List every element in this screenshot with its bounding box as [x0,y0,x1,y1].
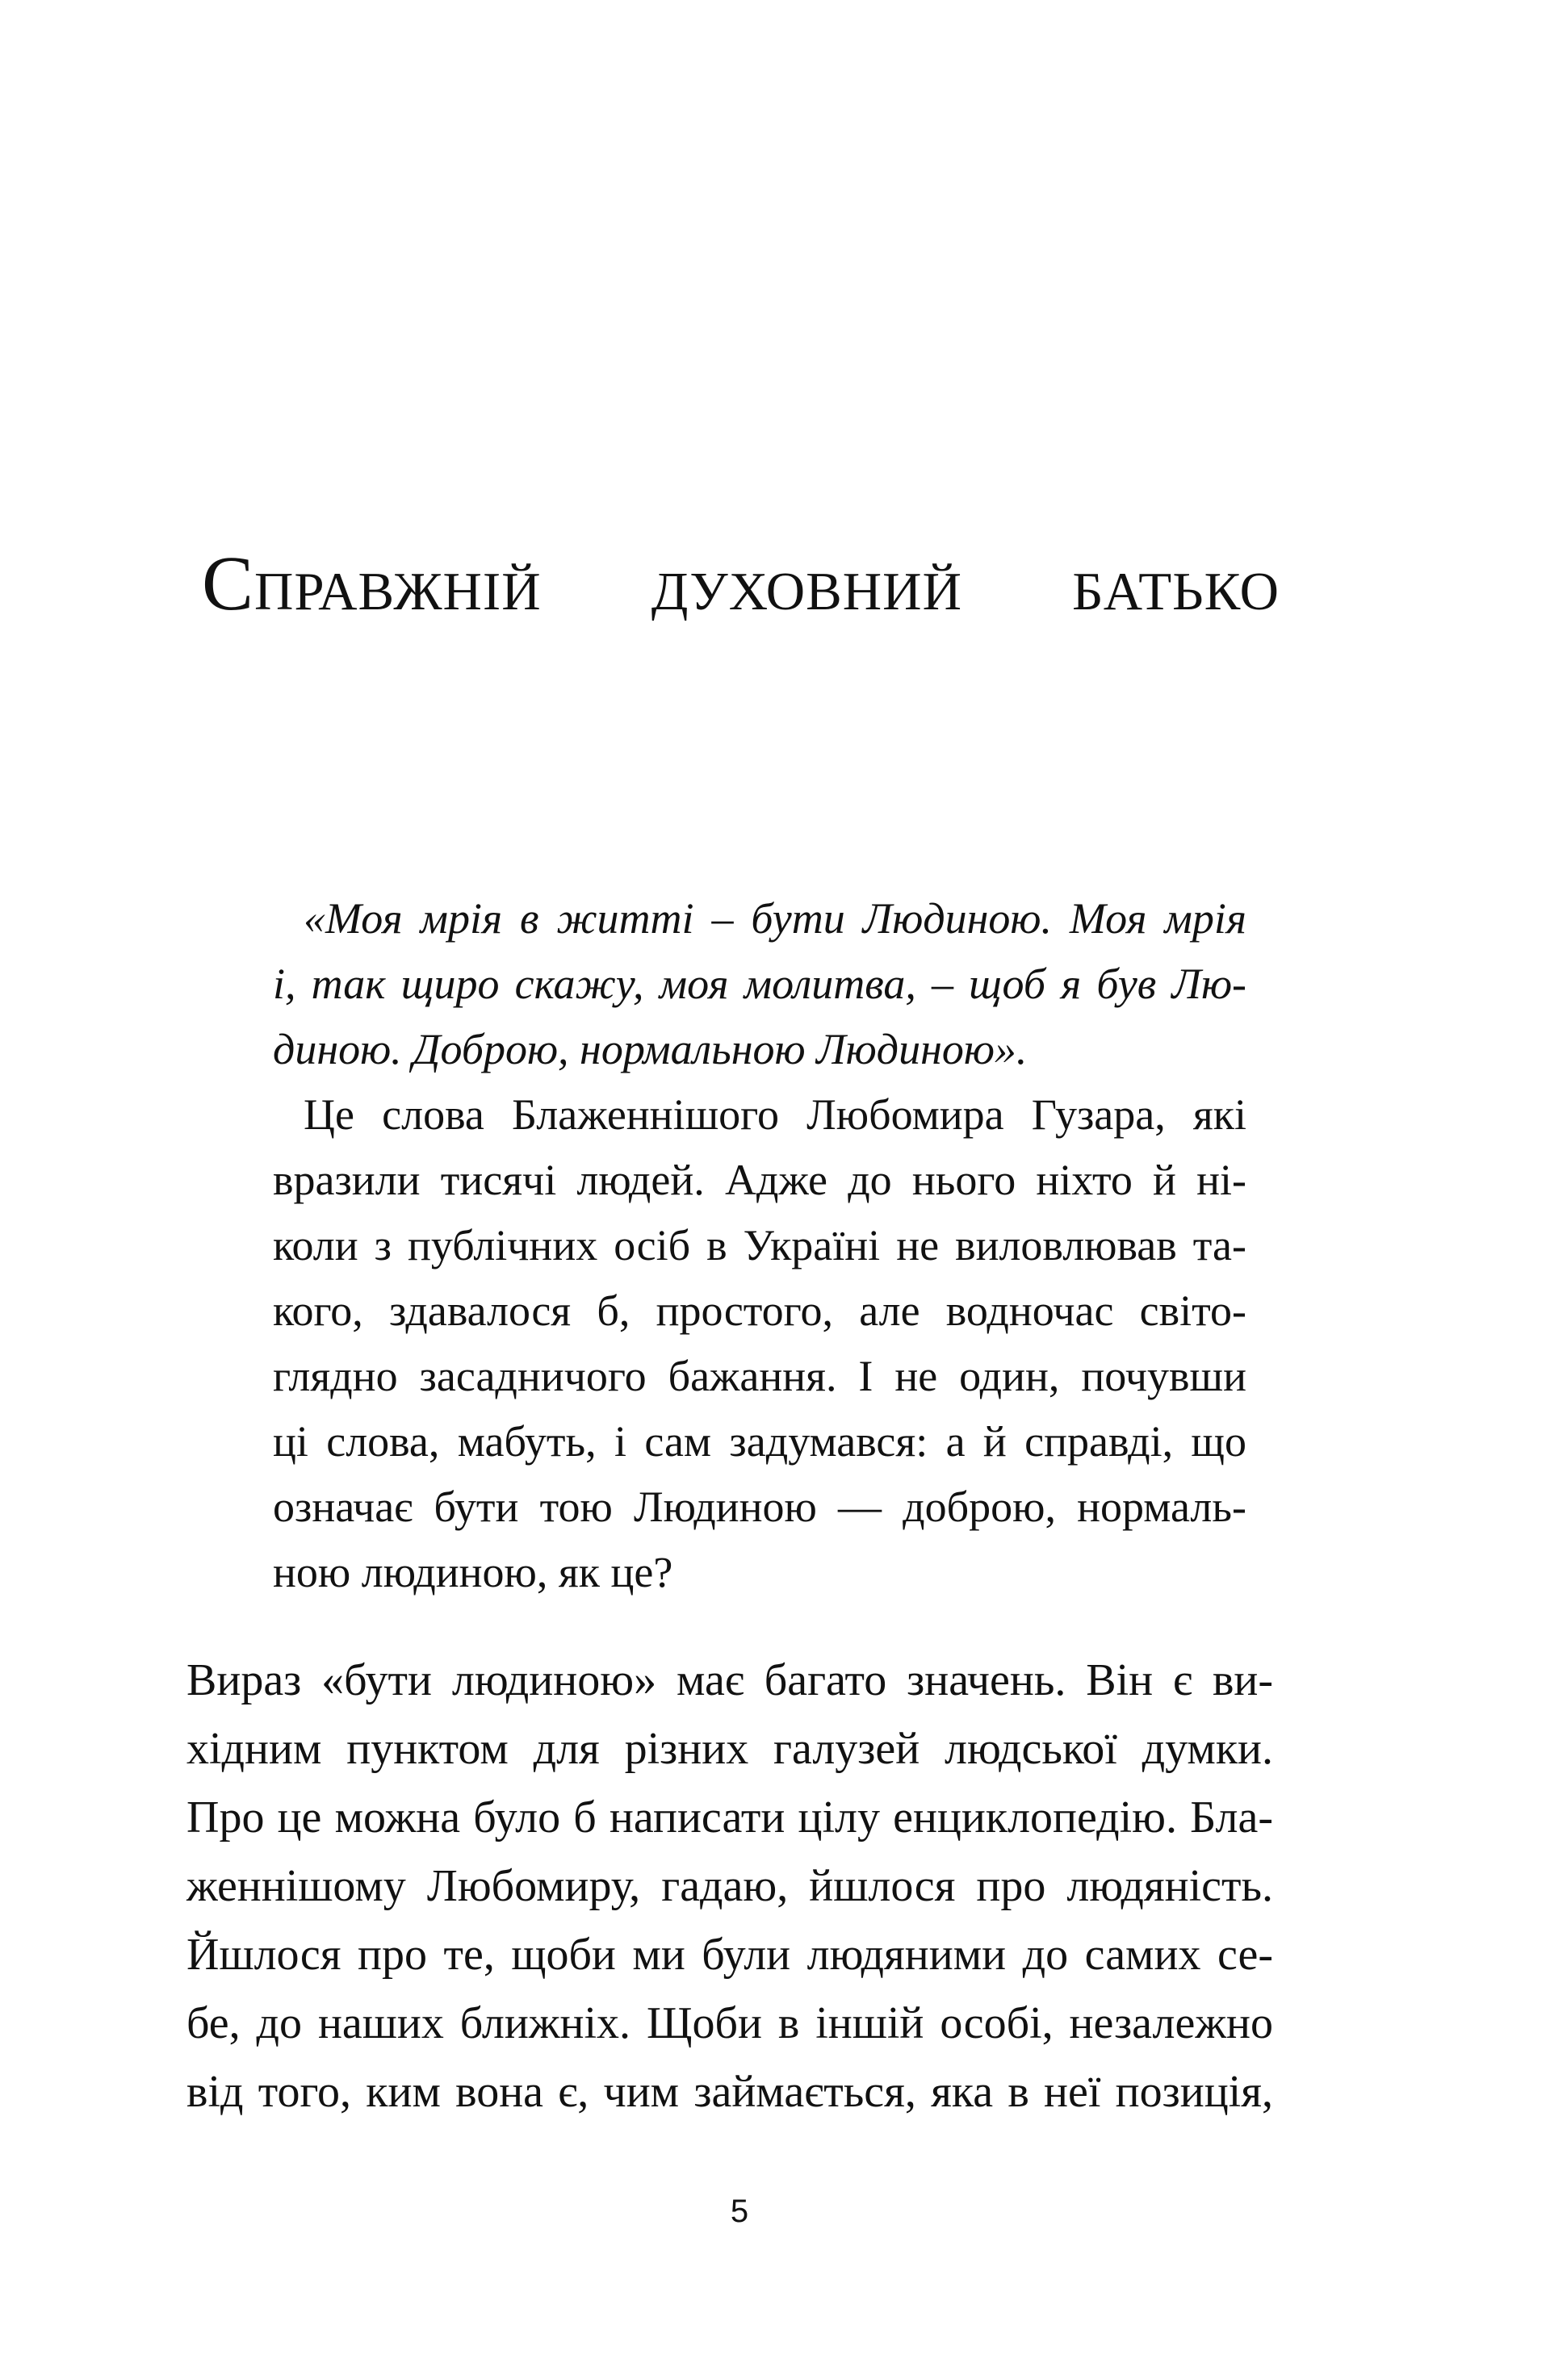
body-line: бе, до наших ближніх. Щоби в іншій особі, незалежно [186,1998,1273,2048]
comment-line: вразили тисячі людей. Адже до нього ніхто й ні- [273,1156,1246,1204]
quote-line: диною. Доброю, нормальною Людиною». [273,1025,1028,1073]
body-line: Про це можна було б написати цілу енциклопедію. Бла- [186,1792,1273,1843]
comment-line: ці слова, мабуть, і сам задумався: а й справді, що [273,1417,1246,1466]
quote-line: «Моя мрія в житті – бути Людиною. Моя мрія [304,894,1246,943]
quote-line: і, так щиро скажу, моя молитва, – щоб я був Лю- [273,960,1246,1008]
comment-line: ною людиною, як це? [273,1548,673,1596]
body-line: женнішому Любомиру, гадаю, йшлося про людяність. [186,1861,1273,1911]
page-number: 5 [730,2194,749,2229]
comment-line: коли з публічних осіб в Україні не виловлював та- [273,1221,1246,1269]
body-line: від того, ким вона є, чим займається, яка в неї позиція, [186,2067,1273,2117]
body-text [186,1646,1273,2127]
body-line: Йшлося про те, щоби ми були людяними до самих се- [186,1930,1273,1980]
comment-line: Це слова Блаженнішого Любомира Гузара, які [304,1090,1246,1139]
comment-line: означає бути тою Людиною — доброю, нормаль- [273,1483,1246,1531]
chapter-title: Справжній духовний батько [202,540,1280,626]
body-line: Вираз «бути людиною» має багато значень. Він є ви- [186,1655,1273,1705]
body-line: хідним пунктом для різних галузей людської думки. [186,1724,1273,1774]
comment-line: кого, здавалося б, простого, але водночас світо- [273,1286,1246,1335]
comment-line: глядно засадничого бажання. І не один, почувши [273,1352,1246,1400]
epigraph-block [273,886,1246,1605]
